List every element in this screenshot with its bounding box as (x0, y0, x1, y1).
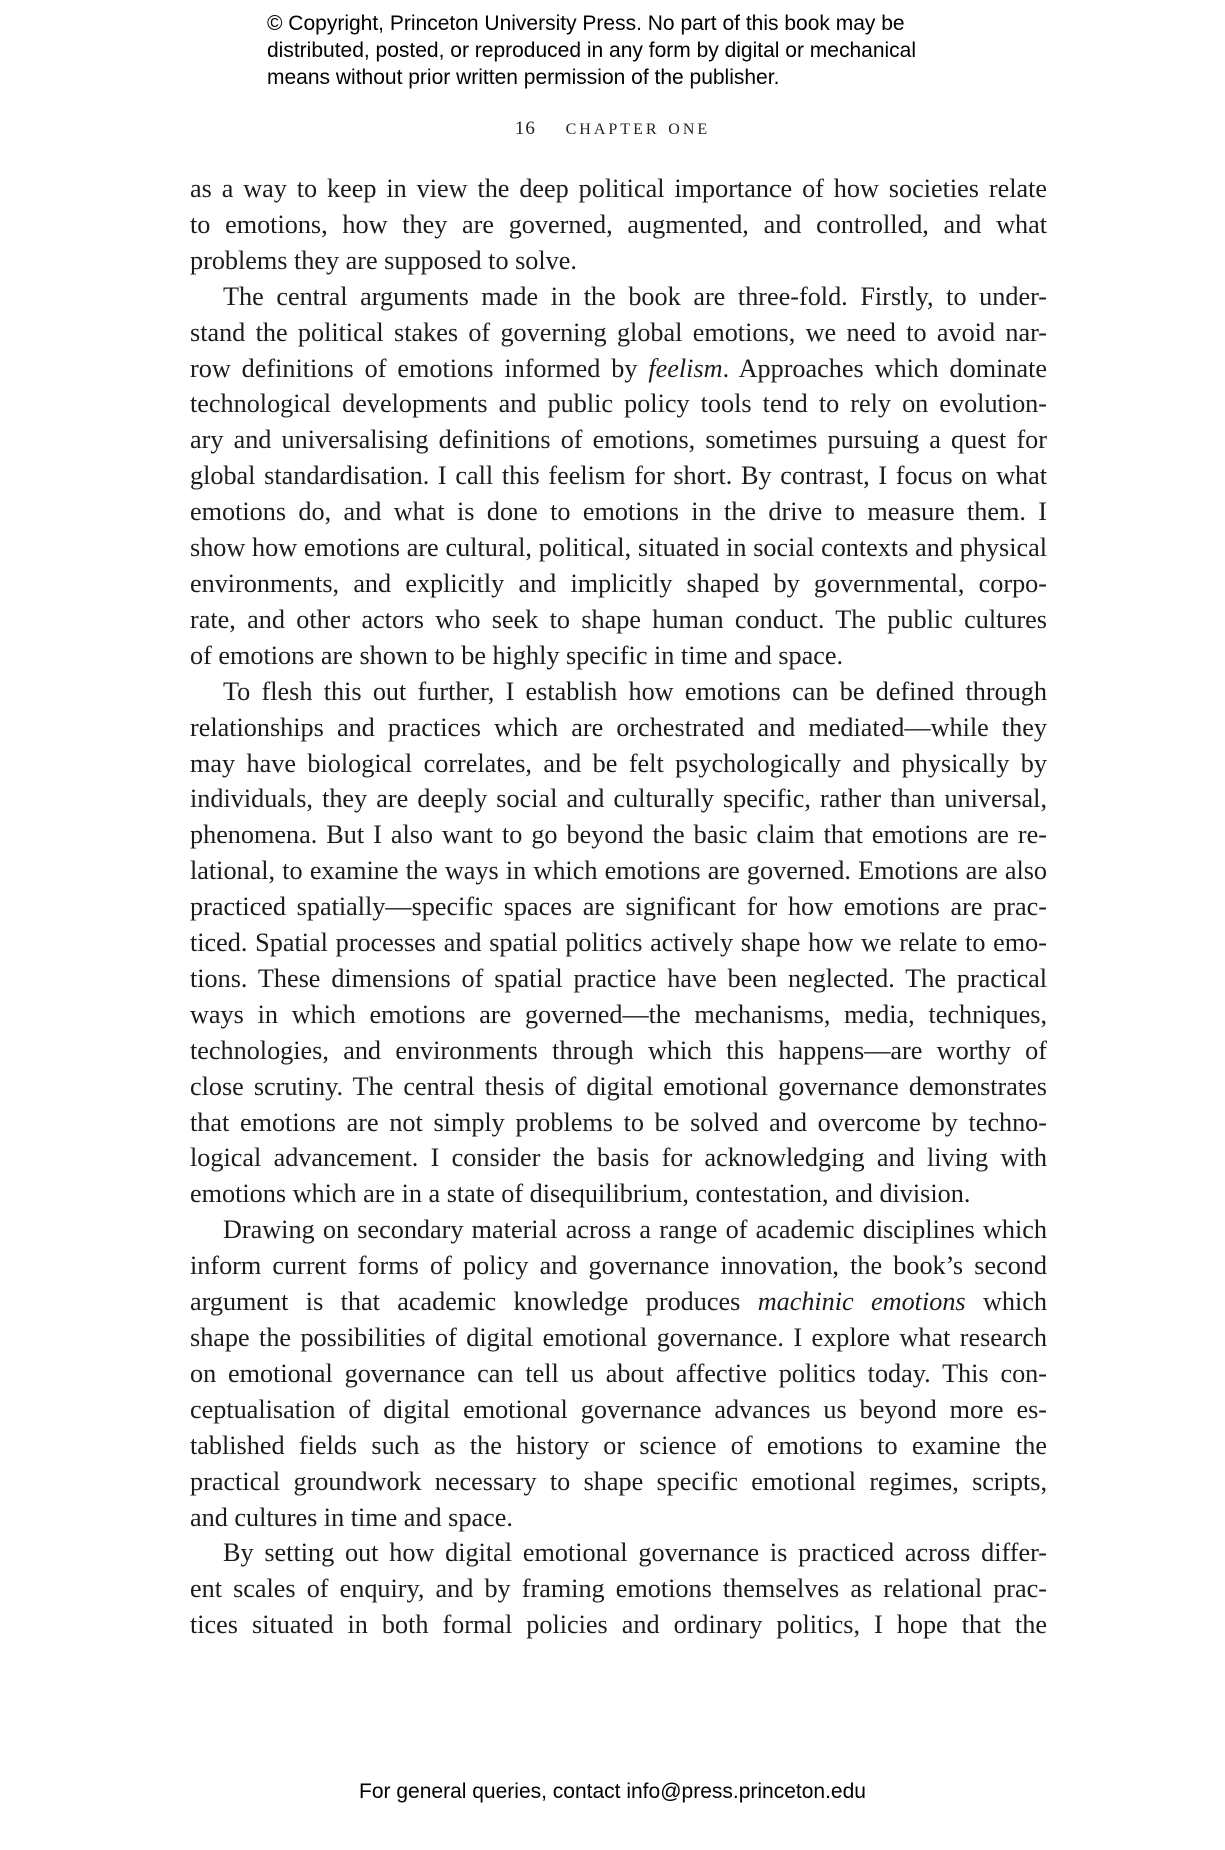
paragraph (190, 279, 1047, 674)
text-line: ary and universalising definitions of emotions, sometimes pursuing a quest for (190, 425, 1047, 455)
text-line: individuals, they are deeply social and culturally specific, rather than universal, (190, 784, 1047, 814)
text-line: practical groundwork necessary to shape specific emotional regimes, scripts, (190, 1466, 1047, 1496)
text-line: of emotions are shown to be highly specific in time and space. (190, 640, 844, 670)
text-line: on emotional governance can tell us about affective politics today. This con- (190, 1358, 1047, 1388)
paragraph (190, 674, 1047, 1213)
text-line: problems they are supposed to solve. (190, 245, 577, 275)
chapter-title: chapter one (565, 114, 711, 139)
text-line: To flesh this out further, I establish how emotions can be defined through (223, 676, 1047, 706)
page-number: 16 (514, 118, 536, 139)
text-line: ways in which emotions are governed—the mechanisms, media, techniques, (190, 999, 1047, 1029)
body-text (190, 171, 1047, 1643)
text-line: ticed. Spatial processes and spatial politics actively shape how we relate to emo- (190, 928, 1047, 958)
text-line: ceptualisation of digital emotional governance advances us beyond more es- (190, 1394, 1047, 1424)
text-line: and cultures in time and space. (190, 1502, 513, 1532)
text-line: logical advancement. I consider the basis for acknowledging and living with (190, 1143, 1047, 1173)
text-line: ent scales of enquiry, and by framing emotions themselves as relational prac- (190, 1574, 1047, 1604)
paragraph (190, 171, 1047, 279)
text-line: phenomena. But I also want to go beyond the basic claim that emotions are re- (190, 820, 1047, 850)
text-line: technological developments and public policy tools tend to rely on evolution- (190, 389, 1047, 419)
footer-contact: For general queries, contact info@press.princeton.edu (359, 1780, 866, 1803)
text-line: tions. These dimensions of spatial practice have been neglected. The practical (190, 963, 1047, 993)
text-line: The central arguments made in the book are three-fold. Firstly, to under- (223, 281, 1047, 311)
emphasis-machinic-emotions: machinic emotions (757, 1287, 966, 1317)
paragraph (190, 1212, 1047, 1535)
text-line: Drawing on secondary material across a range of academic disciplines which (223, 1215, 1047, 1245)
text-line: close scrutiny. The central thesis of digital emotional governance demonstrates (190, 1071, 1047, 1101)
text-line: stand the political stakes of governing global emotions, we need to avoid nar- (190, 317, 1047, 347)
text-line: By setting out how digital emotional governance is practiced across differ- (223, 1538, 1047, 1568)
emphasis-feelism: feelism (648, 353, 723, 383)
text-line: show how emotions are cultural, political, situated in social contexts and physical (190, 533, 1047, 563)
text-line: technologies, and environments through which this happens—are worthy of (190, 1035, 1047, 1065)
text-line: argument is that academic knowledge produces machinic emotions which (190, 1287, 1047, 1317)
text-line: row definitions of emotions informed by feelism. Approaches which dominate (190, 353, 1047, 383)
text-line: emotions do, and what is done to emotions in the drive to measure them. I (190, 497, 1047, 527)
paragraph (190, 1535, 1047, 1643)
copyright-line: distributed, posted, or reproduced in any form by digital or mechanical (267, 39, 917, 62)
copyright-line: © Copyright, Princeton University Press. No part of this book may be (267, 12, 905, 35)
text-line: as a way to keep in view the deep political importance of how societies relate (190, 174, 1047, 203)
text-line: tablished fields such as the history or science of emotions to examine the (190, 1430, 1047, 1460)
text-line: inform current forms of policy and governance innovation, the book’s second (190, 1251, 1047, 1281)
text-line: relationships and practices which are orchestrated and mediated—while they (190, 712, 1047, 742)
running-head (0, 114, 1225, 140)
text-line: lational, to examine the ways in which emotions are governed. Emotions are also (190, 856, 1047, 886)
text-line: rate, and other actors who seek to shape human conduct. The public cultures (190, 604, 1047, 634)
text-line: global standardisation. I call this feelism for short. By contrast, I focus on what (190, 461, 1047, 491)
text-line: practiced spatially—specific spaces are significant for how emotions are prac- (190, 892, 1047, 922)
text-line: that emotions are not simply problems to be solved and overcome by techno- (190, 1107, 1047, 1137)
copyright-line: means without prior written permission of the publisher. (267, 66, 780, 89)
text-line: environments, and explicitly and implicitly shaped by governmental, corpo- (190, 568, 1047, 598)
text-line: to emotions, how they are governed, augmented, and controlled, and what (190, 209, 1047, 239)
copyright-notice (267, 10, 1027, 91)
text-line: emotions which are in a state of disequilibrium, contestation, and division. (190, 1179, 971, 1209)
text-line: tices situated in both formal policies and ordinary politics, I hope that the (190, 1610, 1047, 1640)
text-line: may have biological correlates, and be felt psychologically and physically by (190, 748, 1047, 778)
text-line: shape the possibilities of digital emotional governance. I explore what research (190, 1323, 1047, 1352)
